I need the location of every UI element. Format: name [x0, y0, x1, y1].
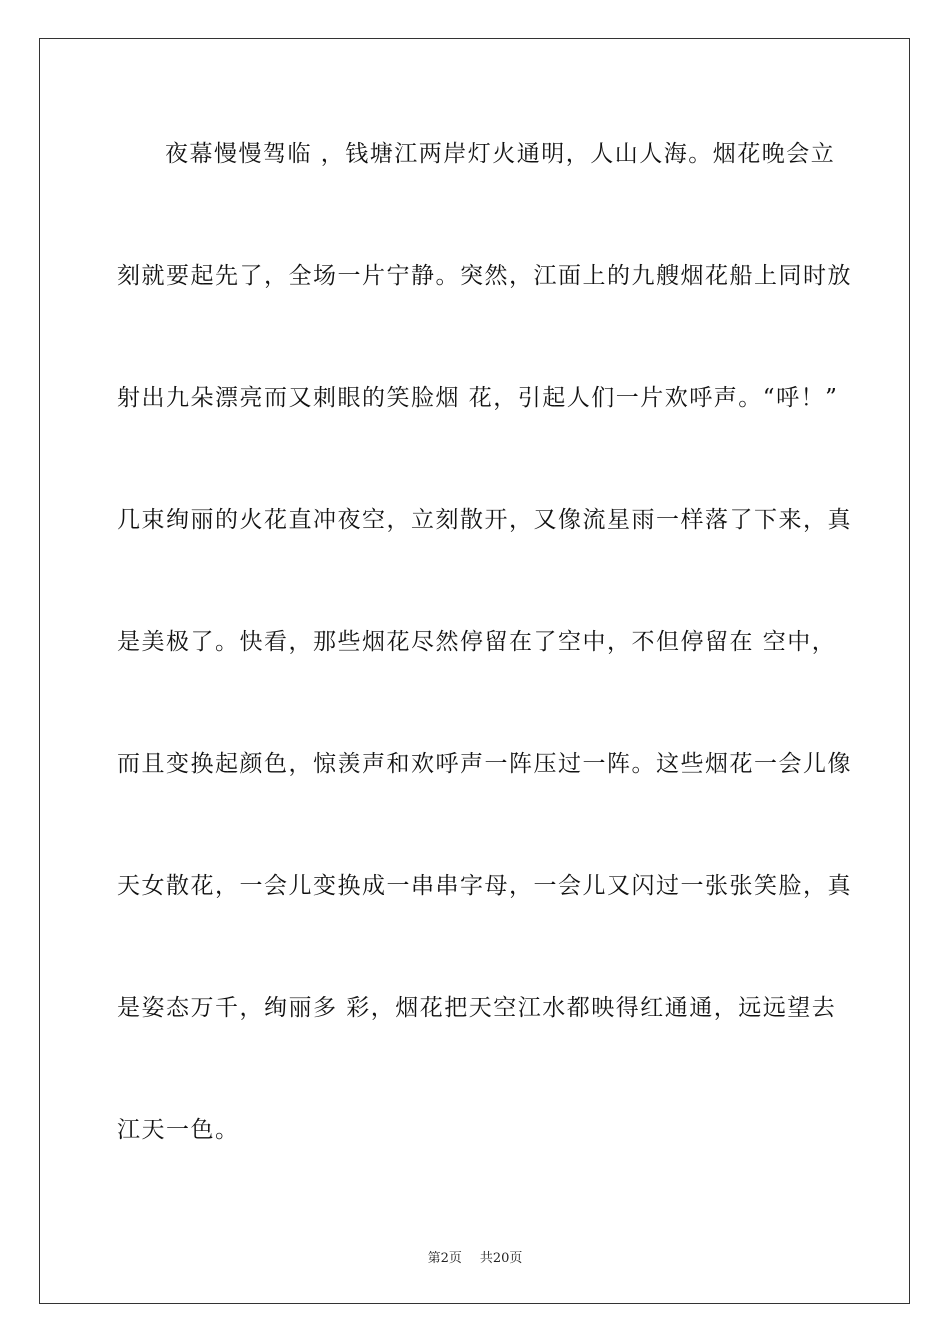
document-body: [117, 126, 852, 1224]
text-line: 夜幕慢慢驾临 ，钱塘江两岸灯火通明，人山人海。烟花晚会立: [165, 141, 836, 167]
page-footer: [0, 1247, 950, 1266]
page-number: 第2页: [427, 1251, 462, 1266]
text-line: 是美极了。快看，那些烟花尽然停留在了空中，不但停留在 空中，: [117, 629, 837, 655]
text-line: 射出九朵漂亮而又刺眼的笑脸烟 花，引起人们一片欢呼声。“呼！”: [117, 385, 839, 411]
text-line: 而且变换起颜色，惊羡声和欢呼声一阵压过一阵。这些烟花一会儿像: [117, 751, 852, 777]
text-line: 几束绚丽的火花直冲夜空，立刻散开，又像流星雨一样落了下来，真: [117, 507, 852, 533]
page-total: 共20页: [479, 1251, 523, 1266]
text-line: 是姿态万千，绚丽多 彩，烟花把天空江水都映得红通通，远远望去: [117, 995, 837, 1021]
text-line: 天女散花，一会儿变换成一串串字母，一会儿又闪过一张张笑脸，真: [117, 873, 852, 899]
text-line: 刻就要起先了，全场一片宁静。突然，江面上的九艘烟花船上同时放: [117, 263, 852, 289]
text-line: 江天一色。: [117, 1117, 240, 1143]
